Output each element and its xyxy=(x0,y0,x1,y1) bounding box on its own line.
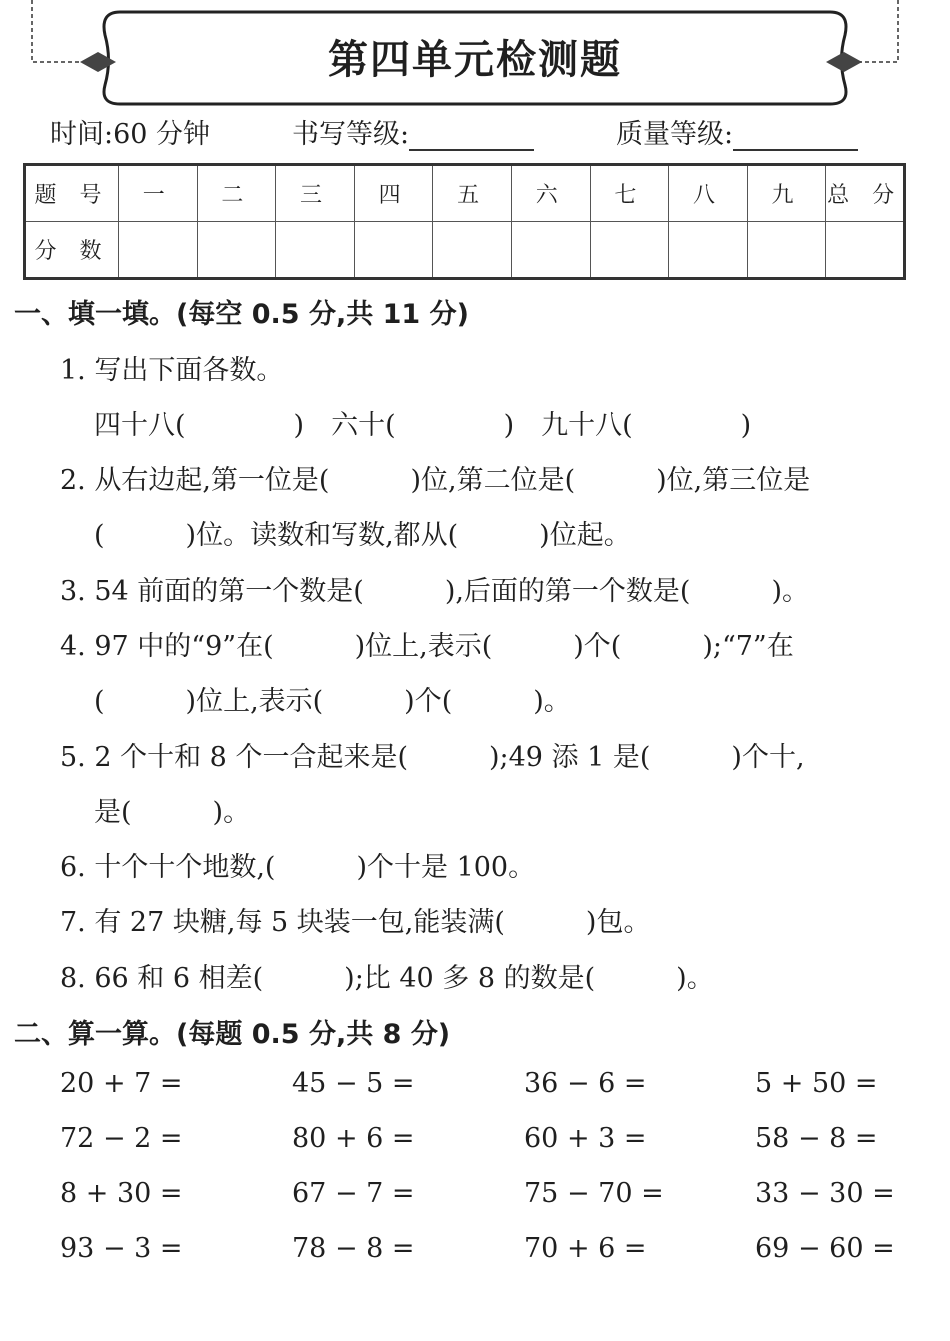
score-cell[interactable] xyxy=(590,222,669,279)
score-table xyxy=(23,163,906,280)
table-header-cell: 总 分 xyxy=(826,165,905,222)
score-cell[interactable] xyxy=(119,222,198,279)
table-header-cell: 四 xyxy=(354,165,433,222)
question-line: 6. 十个十个地数,( )个十是 100。 xyxy=(60,852,536,883)
score-cell[interactable] xyxy=(354,222,433,279)
table-header-cell: 六 xyxy=(511,165,590,222)
table-header-cell: 七 xyxy=(590,165,669,222)
score-cell[interactable] xyxy=(747,222,826,279)
quality-grade-blank[interactable] xyxy=(733,119,858,151)
table-header-cell: 题 号 xyxy=(25,165,119,222)
score-cell[interactable] xyxy=(276,222,355,279)
calc-problem: 45 − 5 = xyxy=(292,1068,415,1099)
writing-grade-blank[interactable] xyxy=(409,119,534,151)
calc-problem: 93 − 3 = xyxy=(60,1233,183,1264)
question-line: 7. 有 27 块糖,每 5 块装一包,能装满( )包。 xyxy=(60,907,651,938)
score-cell[interactable] xyxy=(197,222,276,279)
question-line: 2. 从右边起,第一位是( )位,第二位是( )位,第三位是 xyxy=(60,465,811,496)
calc-problem: 80 + 6 = xyxy=(292,1123,415,1154)
question-line: 5. 2 个十和 8 个一合起来是( );49 添 1 是( )个十, xyxy=(60,742,805,773)
calc-problem: 60 + 3 = xyxy=(524,1123,647,1154)
calc-problem: 69 − 60 = xyxy=(755,1233,895,1264)
page-title: 第四单元检测题 xyxy=(328,36,622,83)
table-header-cell: 二 xyxy=(197,165,276,222)
calc-problem: 58 − 8 = xyxy=(755,1123,878,1154)
calc-problem: 33 − 30 = xyxy=(755,1178,895,1209)
calc-problem: 5 + 50 = xyxy=(755,1068,878,1099)
calc-problem: 67 − 7 = xyxy=(292,1178,415,1209)
question-line: 1. 写出下面各数。 xyxy=(60,355,284,386)
calc-problem: 78 − 8 = xyxy=(292,1233,415,1264)
question-line: 3. 54 前面的第一个数是( ),后面的第一个数是( )。 xyxy=(60,576,809,607)
score-cell[interactable] xyxy=(826,222,905,279)
writing-grade-label: 书写等级: xyxy=(292,119,410,150)
question-line: 是( )。 xyxy=(94,797,251,828)
score-cell[interactable] xyxy=(433,222,512,279)
score-row-label: 分 数 xyxy=(25,222,119,279)
table-row xyxy=(25,222,905,279)
section1-heading: 一、填一填。(每空 0.5 分,共 11 分) xyxy=(14,299,469,330)
calc-problem: 20 + 7 = xyxy=(60,1068,183,1099)
question-line: ( )位。读数和写数,都从( )位起。 xyxy=(94,520,631,551)
time-label: 时间:60 分钟 xyxy=(50,119,211,150)
question-line: 8. 66 和 6 相差( );比 40 多 8 的数是( )。 xyxy=(60,963,714,994)
calc-problem: 8 + 30 = xyxy=(60,1178,183,1209)
table-header-cell: 九 xyxy=(747,165,826,222)
quality-grade-field xyxy=(616,112,858,151)
table-row xyxy=(25,165,905,222)
calc-problem: 36 − 6 = xyxy=(524,1068,647,1099)
table-header-cell: 一 xyxy=(119,165,198,222)
table-header-cell: 五 xyxy=(433,165,512,222)
question-line: 四十八( ) 六十( ) 九十八( ) xyxy=(94,410,752,441)
question-line: ( )位上,表示( )个( )。 xyxy=(94,686,571,717)
calc-problem: 72 − 2 = xyxy=(60,1123,183,1154)
table-header-cell: 八 xyxy=(669,165,748,222)
calc-problem: 70 + 6 = xyxy=(524,1233,647,1264)
question-line: 4. 97 中的“9”在( )位上,表示( )个( );“7”在 xyxy=(60,631,794,662)
section2-heading: 二、算一算。(每题 0.5 分,共 8 分) xyxy=(14,1019,451,1050)
quality-grade-label: 质量等级: xyxy=(616,119,734,150)
score-cell[interactable] xyxy=(511,222,590,279)
score-cell[interactable] xyxy=(669,222,748,279)
table-header-cell: 三 xyxy=(276,165,355,222)
writing-grade-field xyxy=(292,112,534,151)
calc-problem: 75 − 70 = xyxy=(524,1178,664,1209)
